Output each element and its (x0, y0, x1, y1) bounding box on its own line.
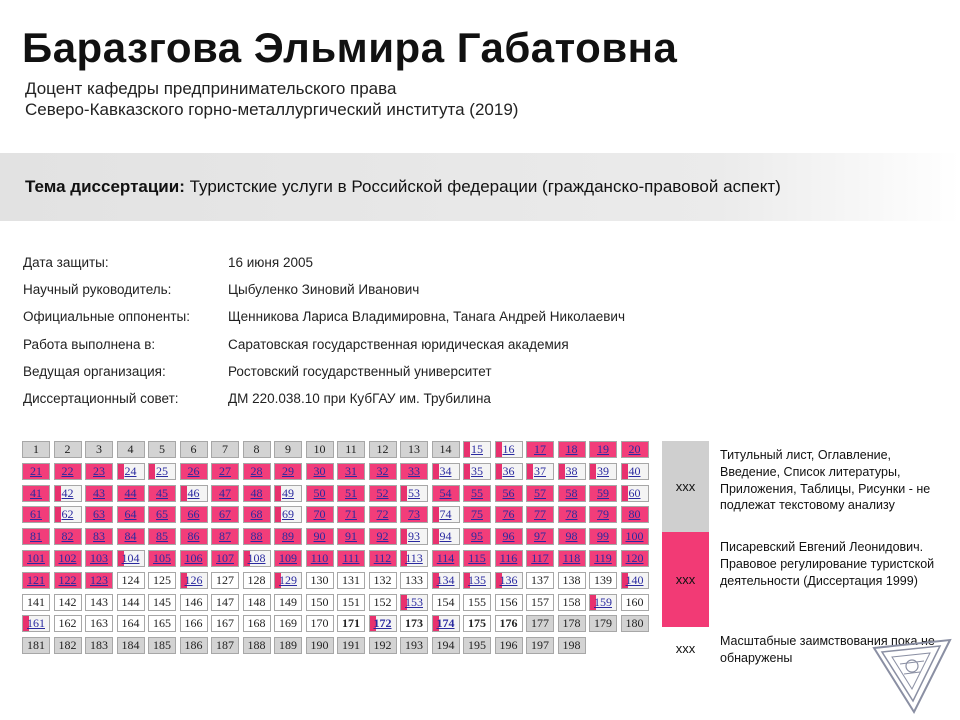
legend-swatch-source: xxx (662, 532, 709, 627)
page-cell-183: 183 (85, 637, 113, 654)
page-cell-35[interactable]: 35 (463, 463, 491, 480)
subtitle-position: Доцент кафедры предпринимательского права (25, 79, 397, 98)
page-cell-165: 165 (148, 615, 176, 632)
page-cell-41[interactable]: 41 (22, 485, 50, 502)
page-cell-22[interactable]: 22 (54, 463, 82, 480)
page-cell-20[interactable]: 20 (621, 441, 649, 458)
page-cell-117[interactable]: 117 (526, 550, 554, 567)
page-cell-88[interactable]: 88 (243, 528, 271, 545)
info-value: ДМ 220.038.10 при КубГАУ им. Трубилина (228, 390, 491, 406)
page-cell-169: 169 (274, 615, 302, 632)
page-cell-64[interactable]: 64 (117, 506, 145, 523)
page-cell-133: 133 (400, 572, 428, 589)
page-cell-25[interactable]: 25 (148, 463, 176, 480)
legend-text-excluded: Титульный лист, Оглавление, Введение, Список литературы, Приложения, Таблицы, Рисунки - не подлежат текстовому анализу (720, 448, 931, 513)
info-value: Саратовская государственная юридическая академия (228, 336, 569, 352)
page-cell-186: 186 (180, 637, 208, 654)
page-cell-52[interactable]: 52 (369, 485, 397, 502)
page-cell-166: 166 (180, 615, 208, 632)
page-cell-126[interactable]: 126 (180, 572, 208, 589)
page-cell-46[interactable]: 46 (180, 485, 208, 502)
page-cell-97[interactable]: 97 (526, 528, 554, 545)
page-cell-118[interactable]: 118 (558, 550, 586, 567)
page-cell-62[interactable]: 62 (54, 506, 82, 523)
page-cell-27[interactable]: 27 (211, 463, 239, 480)
page-cell-119[interactable]: 119 (589, 550, 617, 567)
page-cell-141: 141 (22, 594, 50, 611)
page-cell-66[interactable]: 66 (180, 506, 208, 523)
page-cell-184: 184 (117, 637, 145, 654)
page-cell-7: 7 (211, 441, 239, 458)
page-cell-23[interactable]: 23 (85, 463, 113, 480)
page-cell-89[interactable]: 89 (274, 528, 302, 545)
page-cell-124: 124 (117, 572, 145, 589)
page-cell-74[interactable]: 74 (432, 506, 460, 523)
page-cell-145: 145 (148, 594, 176, 611)
page-cell-13: 13 (400, 441, 428, 458)
page-cell-45[interactable]: 45 (148, 485, 176, 502)
page-cell-67[interactable]: 67 (211, 506, 239, 523)
page-cell-32[interactable]: 32 (369, 463, 397, 480)
page-cell-189: 189 (274, 637, 302, 654)
page-cell-123[interactable]: 123 (85, 572, 113, 589)
page-cell-144: 144 (117, 594, 145, 611)
page-cell-128: 128 (243, 572, 271, 589)
page-cell-37[interactable]: 37 (526, 463, 554, 480)
page-cell-159[interactable]: 159 (589, 594, 617, 611)
page-cell-1: 1 (22, 441, 50, 458)
page-cell-143: 143 (85, 594, 113, 611)
page-cell-9: 9 (274, 441, 302, 458)
page-cell-48[interactable]: 48 (243, 485, 271, 502)
page-cell-149: 149 (274, 594, 302, 611)
page-cell-137: 137 (526, 572, 554, 589)
info-value: Ростовский государственный университет (228, 363, 492, 379)
page-cell-142: 142 (54, 594, 82, 611)
page-cell-190: 190 (306, 637, 334, 654)
page-cell-116[interactable]: 116 (495, 550, 523, 567)
page-cell-197: 197 (526, 637, 554, 654)
page-cell-164: 164 (117, 615, 145, 632)
page-cell-49[interactable]: 49 (274, 485, 302, 502)
dissertation-topic (25, 177, 781, 197)
page-cell-109[interactable]: 109 (274, 550, 302, 567)
page-cell-61[interactable]: 61 (22, 506, 50, 523)
info-value: Щенникова Лариса Владимировна, Танага Андрей Николаевич (228, 309, 626, 325)
page-cell-70[interactable]: 70 (306, 506, 334, 523)
page-cell-114[interactable]: 114 (432, 550, 460, 567)
page-cell-50[interactable]: 50 (306, 485, 334, 502)
page-cell-101[interactable]: 101 (22, 550, 50, 567)
subtitle-institution: Северо-Кавказского горно-металлургический института (2019) (25, 100, 519, 119)
page-cell-187: 187 (211, 637, 239, 654)
page-cell-146: 146 (180, 594, 208, 611)
page-cell-75[interactable]: 75 (463, 506, 491, 523)
info-value: 16 июня 2005 (228, 255, 313, 270)
page-cell-198: 198 (558, 637, 586, 654)
subtitle (25, 78, 518, 120)
page-cell-131: 131 (337, 572, 365, 589)
page-cell-115[interactable]: 115 (463, 550, 491, 567)
page-cell-15[interactable]: 15 (463, 441, 491, 458)
page-cell-90[interactable]: 90 (306, 528, 334, 545)
page-cell-127: 127 (211, 572, 239, 589)
topic-band (0, 153, 960, 221)
info-label: Ведущая организация: (23, 363, 166, 379)
legend-text-source: Писаревский Евгений Леонидович. Правовое регулирование туристской деятельности (Диссертация 1999) (720, 540, 935, 588)
page-cell-134[interactable]: 134 (432, 572, 460, 589)
page-cell-17[interactable]: 17 (526, 441, 554, 458)
page-cell-19[interactable]: 19 (589, 441, 617, 458)
page-cell-138: 138 (558, 572, 586, 589)
page-cell-122[interactable]: 122 (54, 572, 82, 589)
legend-swatch-excluded: xxx (662, 441, 709, 532)
page-cell-175: 175 (463, 615, 491, 632)
page-cell-56[interactable]: 56 (495, 485, 523, 502)
page-cell-106[interactable]: 106 (180, 550, 208, 567)
page-cell-21[interactable]: 21 (22, 463, 50, 480)
page-cell-113[interactable]: 113 (400, 550, 428, 567)
page-cell-155: 155 (463, 594, 491, 611)
page-cell-82[interactable]: 82 (54, 528, 82, 545)
info-label: Диссертационный совет: (23, 390, 179, 406)
page-cell-161[interactable]: 161 (22, 615, 50, 632)
page-cell-188: 188 (243, 637, 271, 654)
page-cell-107[interactable]: 107 (211, 550, 239, 567)
page-cell-160: 160 (621, 594, 649, 611)
page-cell-150: 150 (306, 594, 334, 611)
page-cell-182: 182 (54, 637, 82, 654)
page-cell-44[interactable]: 44 (117, 485, 145, 502)
info-value: Цыбуленко Зиновий Иванович (228, 282, 420, 298)
page-cell-71[interactable]: 71 (337, 506, 365, 523)
page-cell-38[interactable]: 38 (558, 463, 586, 480)
page-cell-170: 170 (306, 615, 334, 632)
page-cell-129[interactable]: 129 (274, 572, 302, 589)
page-cell-162: 162 (54, 615, 82, 632)
page-cell-179: 179 (589, 615, 617, 632)
page-cell-193: 193 (400, 637, 428, 654)
page-cell-54[interactable]: 54 (432, 485, 460, 502)
page-cell-153[interactable]: 153 (400, 594, 428, 611)
page-cell-36[interactable]: 36 (495, 463, 523, 480)
page-cell-95[interactable]: 95 (463, 528, 491, 545)
page-cell-16[interactable]: 16 (495, 441, 523, 458)
info-label: Научный руководитель: (23, 282, 172, 298)
page-cell-47[interactable]: 47 (211, 485, 239, 502)
page-cell-59[interactable]: 59 (589, 485, 617, 502)
page-grid (22, 441, 652, 659)
page-cell-120[interactable]: 120 (621, 550, 649, 567)
page-cell-92[interactable]: 92 (369, 528, 397, 545)
page-cell-43[interactable]: 43 (85, 485, 113, 502)
topic-value: Туристские услуги в Российской федерации (гражданско-правовой аспект) (189, 177, 781, 196)
page-cell-102[interactable]: 102 (54, 550, 82, 567)
page-cell-5: 5 (148, 441, 176, 458)
page-cell-194: 194 (432, 637, 460, 654)
page-cell-104[interactable]: 104 (117, 550, 145, 567)
page-cell-58[interactable]: 58 (558, 485, 586, 502)
topic-label: Тема диссертации: (25, 177, 185, 196)
info-label: Официальные оппоненты: (23, 309, 190, 325)
page-cell-85[interactable]: 85 (148, 528, 176, 545)
page-cell-51[interactable]: 51 (337, 485, 365, 502)
page-cell-140[interactable]: 140 (621, 572, 649, 589)
page-cell-105[interactable]: 105 (148, 550, 176, 567)
page-cell-8: 8 (243, 441, 271, 458)
page-cell-152: 152 (369, 594, 397, 611)
page-cell-168: 168 (243, 615, 271, 632)
page-cell-31[interactable]: 31 (337, 463, 365, 480)
page-cell-91[interactable]: 91 (337, 528, 365, 545)
legend-text-none: Масштабные заимствования пока не обнаружены (720, 634, 935, 665)
page-cell-195: 195 (463, 637, 491, 654)
page-cell-132: 132 (369, 572, 397, 589)
page-cell-6: 6 (180, 441, 208, 458)
page-cell-93[interactable]: 93 (400, 528, 428, 545)
page-cell-33[interactable]: 33 (400, 463, 428, 480)
page-cell-30[interactable]: 30 (306, 463, 334, 480)
page-cell-96[interactable]: 96 (495, 528, 523, 545)
page-cell-40[interactable]: 40 (621, 463, 649, 480)
page-cell-76[interactable]: 76 (495, 506, 523, 523)
page-cell-99[interactable]: 99 (589, 528, 617, 545)
page-cell-68[interactable]: 68 (243, 506, 271, 523)
page-cell-81[interactable]: 81 (22, 528, 50, 545)
page-cell-78[interactable]: 78 (558, 506, 586, 523)
page-cell-135[interactable]: 135 (463, 572, 491, 589)
page-cell-94[interactable]: 94 (432, 528, 460, 545)
page-cell-173: 173 (400, 615, 428, 632)
legend-swatch-none: xxx (662, 627, 709, 667)
page-cell-112[interactable]: 112 (369, 550, 397, 567)
page-cell-84[interactable]: 84 (117, 528, 145, 545)
page-cell-103[interactable]: 103 (85, 550, 113, 567)
page-cell-60[interactable]: 60 (621, 485, 649, 502)
page-cell-110[interactable]: 110 (306, 550, 334, 567)
page-cell-196: 196 (495, 637, 523, 654)
page-cell-111[interactable]: 111 (337, 550, 365, 567)
info-label: Дата защиты: (23, 255, 109, 270)
page-cell-77[interactable]: 77 (526, 506, 554, 523)
page-cell-2: 2 (54, 441, 82, 458)
page-cell-136[interactable]: 136 (495, 572, 523, 589)
page-cell-171: 171 (337, 615, 365, 632)
page-cell-178: 178 (558, 615, 586, 632)
page-cell-151: 151 (337, 594, 365, 611)
page-cell-24[interactable]: 24 (117, 463, 145, 480)
page-cell-158: 158 (558, 594, 586, 611)
page-cell-73[interactable]: 73 (400, 506, 428, 523)
page-cell-139: 139 (589, 572, 617, 589)
page-cell-79[interactable]: 79 (589, 506, 617, 523)
dissernet-emblem-icon (870, 632, 954, 716)
page-cell-154: 154 (432, 594, 460, 611)
page-cell-28[interactable]: 28 (243, 463, 271, 480)
page-cell-86[interactable]: 86 (180, 528, 208, 545)
page-cell-148: 148 (243, 594, 271, 611)
page-cell-29[interactable]: 29 (274, 463, 302, 480)
page-cell-98[interactable]: 98 (558, 528, 586, 545)
page-cell-10: 10 (306, 441, 334, 458)
page-cell-167: 167 (211, 615, 239, 632)
page-cell-55[interactable]: 55 (463, 485, 491, 502)
page-cell-108[interactable]: 108 (243, 550, 271, 567)
page-cell-157: 157 (526, 594, 554, 611)
page-cell-121[interactable]: 121 (22, 572, 50, 589)
page-cell-12: 12 (369, 441, 397, 458)
page-cell-185: 185 (148, 637, 176, 654)
page-cell-14: 14 (432, 441, 460, 458)
page-cell-80[interactable]: 80 (621, 506, 649, 523)
page-cell-72[interactable]: 72 (369, 506, 397, 523)
page-cell-57[interactable]: 57 (526, 485, 554, 502)
page-cell-39[interactable]: 39 (589, 463, 617, 480)
page-cell-3: 3 (85, 441, 113, 458)
page-cell-11: 11 (337, 441, 365, 458)
page-cell-181: 181 (22, 637, 50, 654)
info-label: Работа выполнена в: (23, 336, 156, 352)
page-cell-177: 177 (526, 615, 554, 632)
page-cell-130: 130 (306, 572, 334, 589)
page-cell-53[interactable]: 53 (400, 485, 428, 502)
page-cell-191: 191 (337, 637, 365, 654)
page-cell-163: 163 (85, 615, 113, 632)
page-cell-42[interactable]: 42 (54, 485, 82, 502)
page-cell-174[interactable]: 174 (432, 615, 460, 632)
page-cell-180: 180 (621, 615, 649, 632)
page-cell-147: 147 (211, 594, 239, 611)
page-cell-172[interactable]: 172 (369, 615, 397, 632)
page-cell-83[interactable]: 83 (85, 528, 113, 545)
page-cell-34[interactable]: 34 (432, 463, 460, 480)
page-cell-18[interactable]: 18 (558, 441, 586, 458)
page-cell-63[interactable]: 63 (85, 506, 113, 523)
page-cell-125: 125 (148, 572, 176, 589)
page-cell-26[interactable]: 26 (180, 463, 208, 480)
page-cell-156: 156 (495, 594, 523, 611)
page-cell-65[interactable]: 65 (148, 506, 176, 523)
page-cell-4: 4 (117, 441, 145, 458)
page-cell-100[interactable]: 100 (621, 528, 649, 545)
person-name: Баразгова Эльмира Габатовна (22, 24, 678, 71)
page-cell-176: 176 (495, 615, 523, 632)
page-cell-192: 192 (369, 637, 397, 654)
page-cell-87[interactable]: 87 (211, 528, 239, 545)
page-cell-69[interactable]: 69 (274, 506, 302, 523)
